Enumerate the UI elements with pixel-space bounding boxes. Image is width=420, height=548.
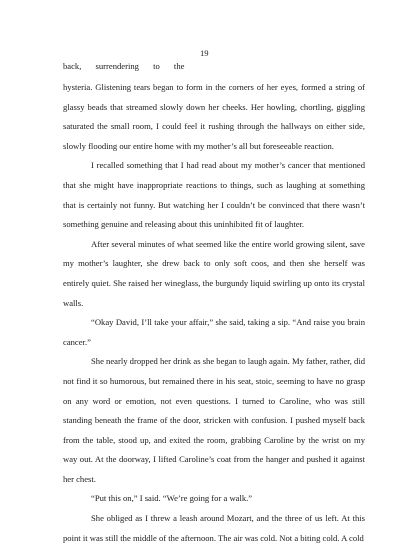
paragraph: I recalled something that I had read about my mother’s cancer that mentioned that she might have inappropriate reactions to things, such as laughing at something that is certainly not funny. But watching her I couldn’t be convinced that there wasn’t something genuine and releasing about this uninhibited fit of laughter. [63,160,365,230]
paragraph: hysteria. Glistening tears began to form in the corners of her eyes, formed a string of glassy beads that streamed slowly down her cheeks. Her howling, chortling, giggling saturated the small room, I could feel it rushing through the hallways on either side, slowly flooding our entire home with my mother’s all but foreseeable reaction. [63,82,365,151]
paragraph: After several minutes of what seemed like the entire world growing silent, save my mother’s laughter, she drew back to only soft coos, and then she herself was entirely quiet. She raised her wineglass, the burgundy liquid swirling up onto its crystal walls. [63,238,365,308]
paragraph: She nearly dropped her drink as she began to laugh again. My father, rather, did not find it so humorous, but remained there in his seat, stoic, seeming to have no grasp on any word or emotion, not even questions. I turned to Caroline, who was still standing beneath the frame of the door, stricken with confusion. I pushed myself back from the table, stood up, and exited the room, grabbing Caroline by the wrist on my way out. At the doorway, I lifted Caroline’s coat from the hanger and pushed it against her chest. [63,356,365,484]
paragraph: “Okay David, I’ll take your affair,” she said, taking a sip. “And raise you brain cancer.” [63,317,365,347]
page-number: 19 [200,48,209,58]
body-text [63,78,365,548]
carry-over-line: back, surrendering to the [63,61,185,71]
paragraph: She obliged as I threw a leash around Mozart, and the three of us left. At this point it was still the middle of the afternoon. The air was cold. Not a biting cold. A cold [63,513,365,543]
paragraph: “Put this on,” I said. “We’re going for a walk.” [91,493,253,504]
